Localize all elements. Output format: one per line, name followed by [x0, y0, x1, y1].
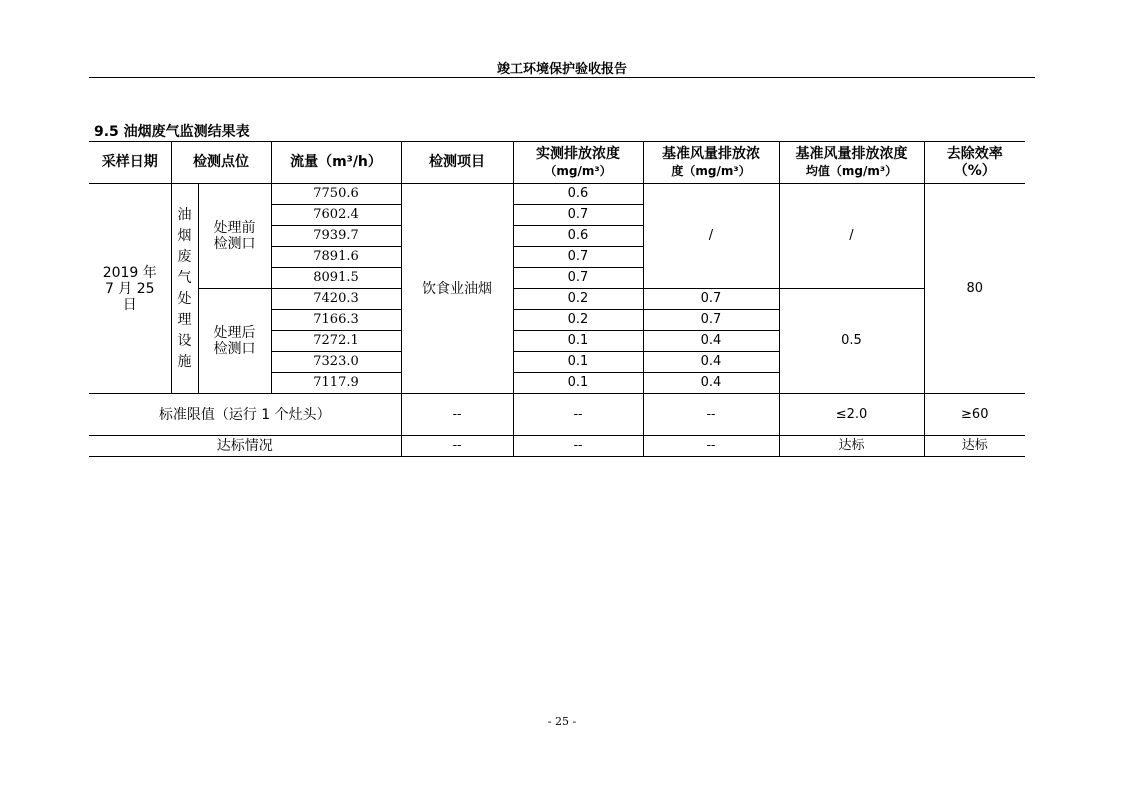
results-table	[89, 141, 1025, 457]
page-number: - 25 -	[547, 715, 577, 728]
measured-cell: 0.6	[513, 184, 643, 205]
point-after-line2: 检测口	[213, 341, 256, 357]
point-before-line2: 检测口	[213, 236, 256, 252]
standard-cell: 0.4	[643, 352, 779, 373]
facility-char: 处	[177, 290, 192, 307]
limit-removal: ≥60	[924, 394, 1025, 436]
flow-cell: 7750.6	[271, 184, 401, 205]
limit-avg: ≤2.0	[779, 394, 924, 436]
header-flow: 流量（m³/h）	[271, 142, 401, 184]
limit-flow: --	[401, 394, 513, 436]
header-avg-line1: 基准风量排放浓度	[795, 145, 908, 162]
flow-cell: 7272.1	[271, 331, 401, 352]
header-rule	[89, 77, 1035, 78]
measured-cell: 0.1	[513, 373, 643, 394]
flow-cell: 7323.0	[271, 352, 401, 373]
measured-cell: 0.1	[513, 352, 643, 373]
sampling-date	[89, 184, 171, 394]
page-header: 竣工环境保护验收报告	[496, 62, 627, 77]
header-measured	[513, 142, 643, 184]
measured-cell: 0.1	[513, 331, 643, 352]
limit-row	[89, 394, 1025, 436]
flow-cell: 7891.6	[271, 247, 401, 268]
limit-standard: --	[643, 394, 779, 436]
facility-label	[171, 184, 198, 394]
header-avg	[779, 142, 924, 184]
before-avg: /	[779, 184, 924, 289]
header-removal-line2: （%）	[953, 162, 996, 179]
header-removal-line1: 去除效率	[946, 145, 1003, 162]
removal-efficiency: 80	[924, 184, 1025, 394]
measured-cell: 0.2	[513, 310, 643, 331]
measured-cell: 0.7	[513, 268, 643, 289]
facility-char: 废	[177, 248, 192, 265]
facility-char: 油	[177, 206, 192, 223]
header-point: 检测点位	[171, 142, 271, 184]
point-before-line1: 处理前	[213, 220, 256, 236]
standard-cell: 0.4	[643, 373, 779, 394]
date-line1: 2019 年	[102, 264, 157, 281]
measured-cell: 0.2	[513, 289, 643, 310]
flow-cell: 7166.3	[271, 310, 401, 331]
header-date: 采样日期	[89, 142, 171, 184]
point-before	[198, 184, 271, 289]
header-standard-line2: 度（mg/m³）	[671, 163, 751, 178]
compliance-flow: --	[401, 436, 513, 457]
compliance-avg: 达标	[779, 436, 924, 457]
standard-cell: 0.4	[643, 331, 779, 352]
flow-cell: 7420.3	[271, 289, 401, 310]
flow-cell: 7117.9	[271, 373, 401, 394]
header-measured-line2: （mg/m³）	[544, 163, 612, 178]
table-row	[89, 289, 1025, 310]
limit-measured: --	[513, 394, 643, 436]
flow-cell: 7602.4	[271, 205, 401, 226]
section-title: 9.5 油烟废气监测结果表	[94, 124, 250, 140]
limit-label: 标准限值（运行 1 个灶头）	[89, 394, 401, 436]
test-item: 饮食业油烟	[401, 184, 513, 394]
compliance-standard: --	[643, 436, 779, 457]
header-measured-line1: 实测排放浓度	[536, 145, 620, 162]
standard-cell: 0.7	[643, 310, 779, 331]
flow-cell: 8091.5	[271, 268, 401, 289]
facility-char: 气	[177, 269, 192, 286]
date-line2: 7 月 25	[104, 280, 155, 297]
table-row	[89, 184, 1025, 205]
compliance-removal: 达标	[924, 436, 1025, 457]
facility-char: 设	[177, 332, 192, 349]
facility-char: 理	[177, 311, 192, 328]
compliance-label: 达标情况	[89, 436, 401, 457]
header-row	[89, 142, 1025, 184]
date-line3: 日	[122, 296, 137, 313]
header-avg-line2: 均值（mg/m³）	[805, 163, 898, 178]
before-standard: /	[643, 184, 779, 289]
measured-cell: 0.6	[513, 226, 643, 247]
standard-cell: 0.7	[643, 289, 779, 310]
compliance-row	[89, 436, 1025, 457]
header-removal	[924, 142, 1025, 184]
header-item: 检测项目	[401, 142, 513, 184]
after-avg: 0.5	[779, 289, 924, 394]
compliance-measured: --	[513, 436, 643, 457]
facility-char: 施	[177, 353, 192, 370]
flow-cell: 7939.7	[271, 226, 401, 247]
header-standard	[643, 142, 779, 184]
header-standard-line1: 基准风量排放浓	[662, 145, 760, 162]
facility-char: 烟	[177, 227, 192, 244]
point-after-line1: 处理后	[213, 325, 256, 341]
measured-cell: 0.7	[513, 205, 643, 226]
measured-cell: 0.7	[513, 247, 643, 268]
point-after	[198, 289, 271, 394]
